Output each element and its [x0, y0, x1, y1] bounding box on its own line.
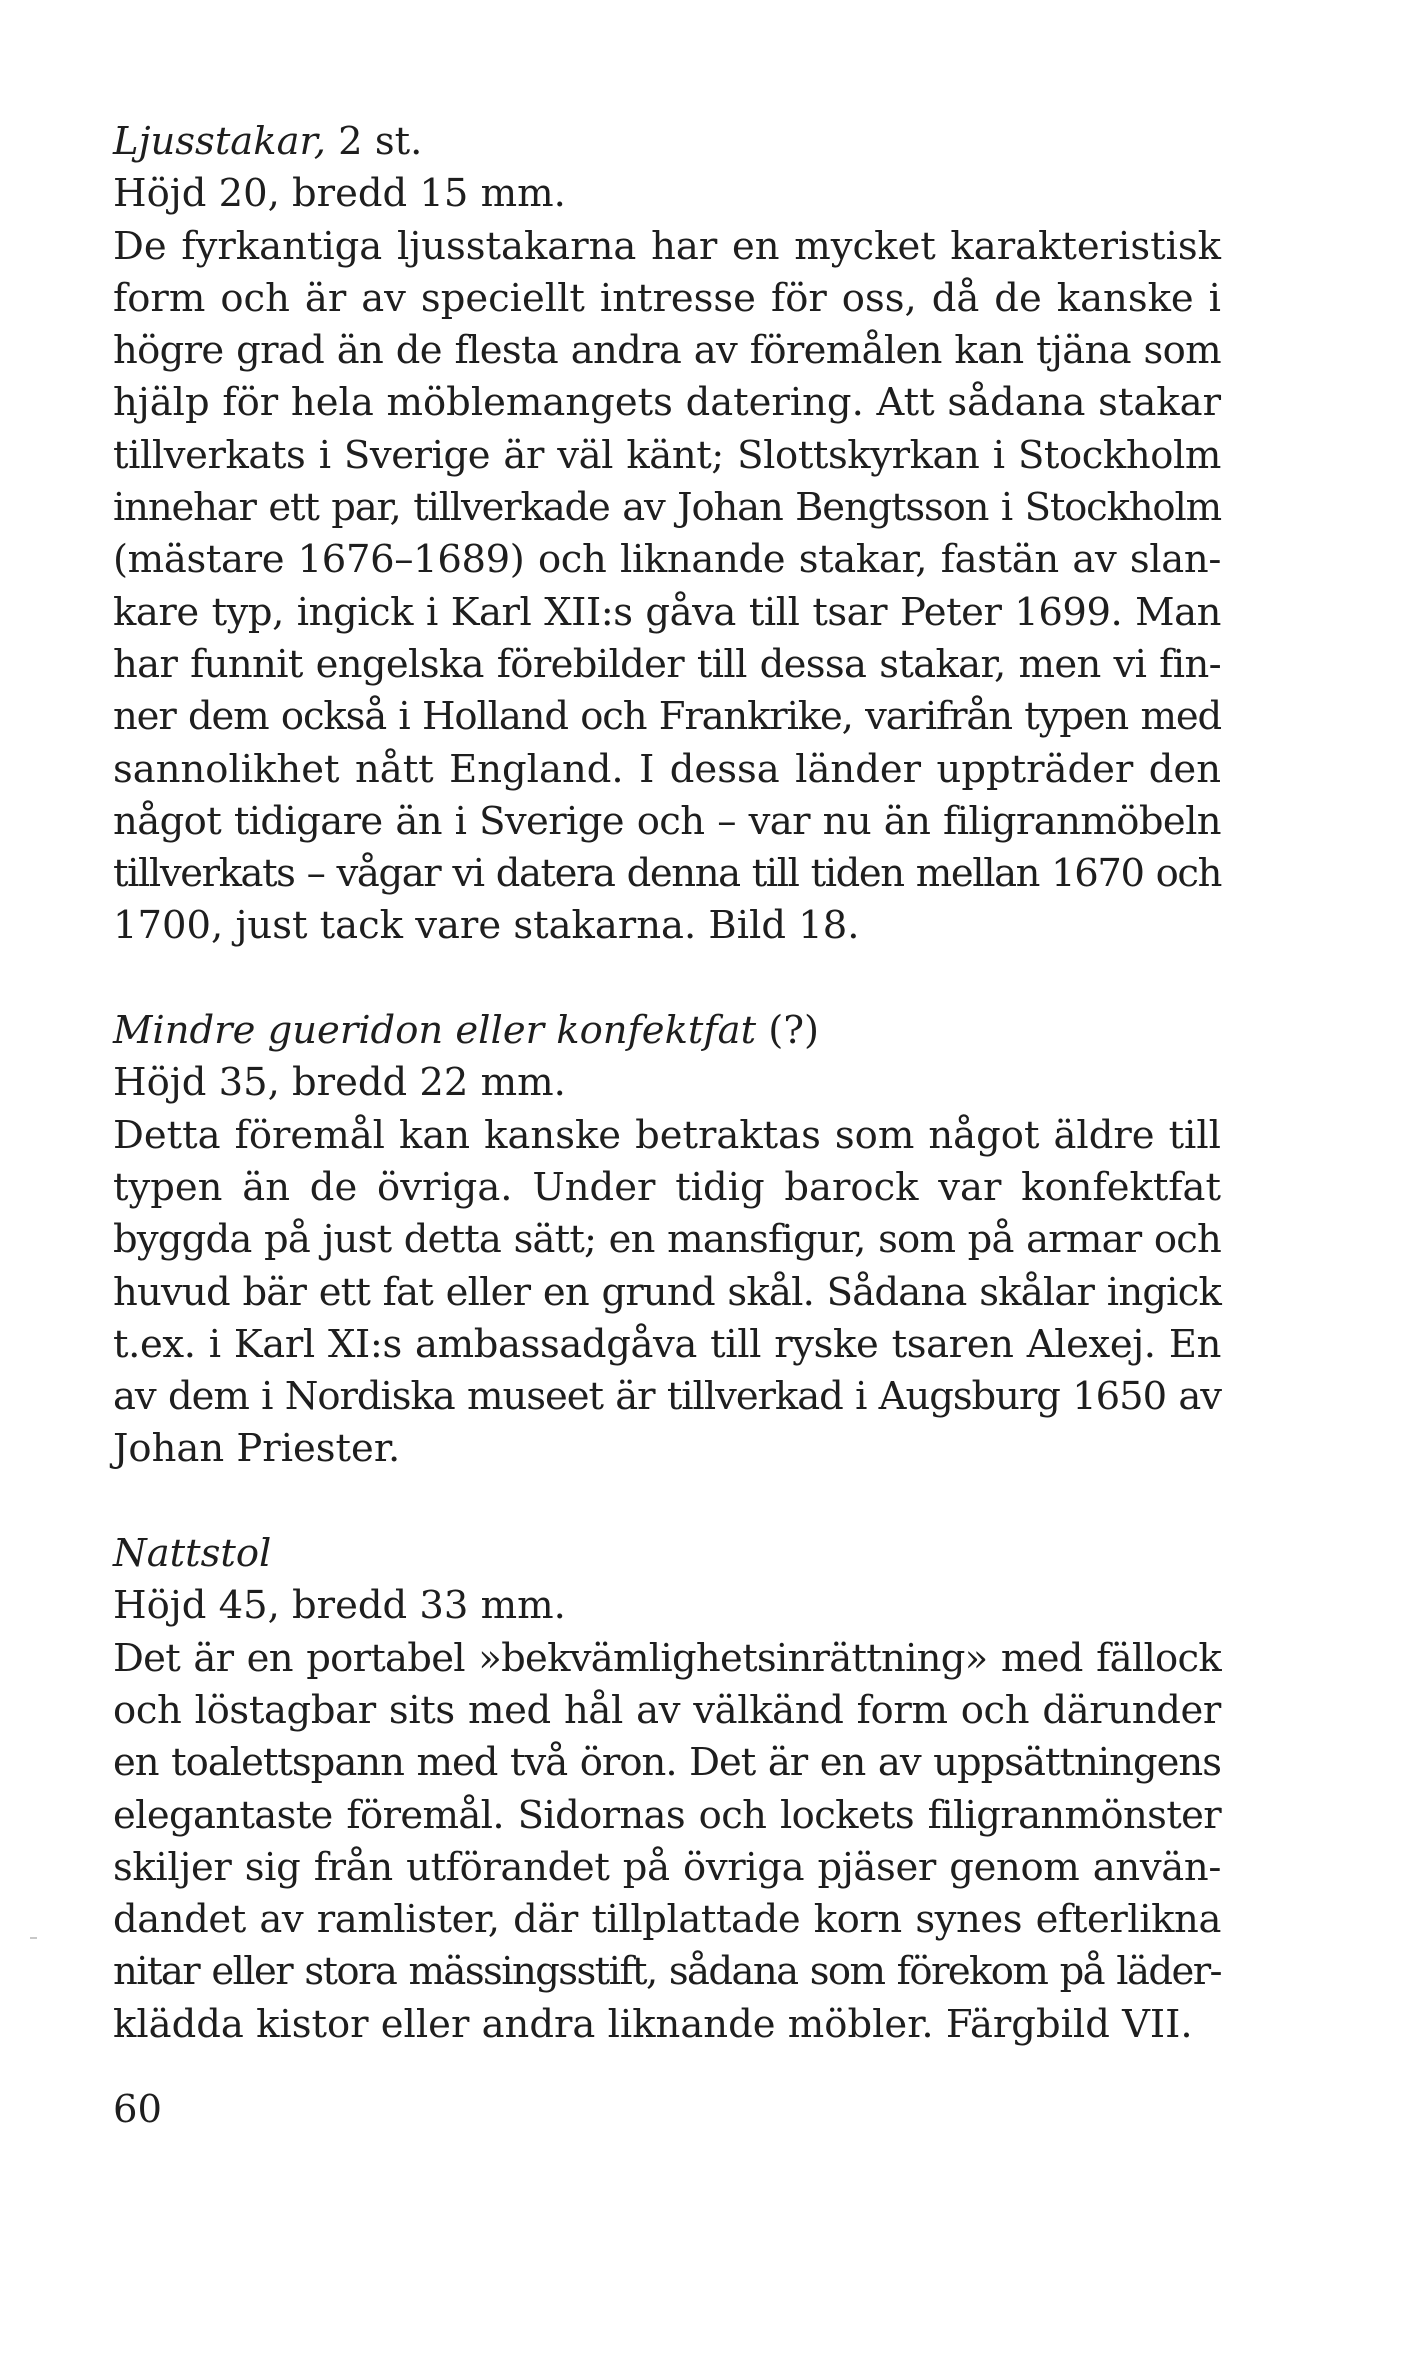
section-gueridon [113, 1005, 1221, 1476]
page-number: 60 [113, 2087, 162, 2132]
section-title [113, 1528, 1221, 1580]
section-title [113, 116, 1221, 168]
body-line: elegantaste föremål. Sidornas och lockets filigranmönster [113, 1792, 1221, 1838]
dimensions: Höjd 35, bredd 22 mm. [113, 1060, 566, 1106]
body-line: tillverkats i Sverige är väl känt; Slottskyrkan i Stockholm [113, 432, 1221, 478]
body-line: hjälp för hela möblemangets datering. Att sådana stakar [113, 380, 1221, 426]
body-line: Detta föremål kan kanske betraktas som något äldre till [113, 1112, 1221, 1158]
body-line: innehar ett par, tillverkade av Johan Bengtsson i Stockholm [113, 485, 1221, 531]
section-title-suffix: (?) [756, 1008, 819, 1054]
body-line: sannolikhet nått England. I dessa länder uppträder den [113, 746, 1221, 792]
body-line: nitar eller stora mässingsstift, sådana som förekom på läder- [113, 1949, 1221, 1995]
section-ljusstakar [113, 116, 1221, 953]
body-line: kare typ, ingick i Karl XII:s gåva till tsar Peter 1699. Man [113, 589, 1221, 635]
body-line: t.ex. i Karl XI:s ambassadgåva till ryske tsaren Alexej. En [113, 1321, 1221, 1367]
section-title-text: Ljusstakar, [113, 119, 326, 164]
body-line: De fyrkantiga ljusstakarna har en mycket karakteristisk [113, 223, 1221, 269]
body-line: Johan Priester. [113, 1426, 401, 1472]
page-body [113, 116, 1221, 2051]
body-line: har funnit engelska förebilder till dessa stakar, men vi fin- [113, 641, 1221, 687]
body-line: byggda på just detta sätt; en mansfigur, som på armar och [113, 1217, 1221, 1263]
dimensions: Höjd 20, bredd 15 mm. [113, 171, 566, 217]
body-line: en toalettspann med två öron. Det är en av uppsättningens [113, 1740, 1221, 1786]
body-line: skiljer sig från utförandet på övriga pjäser genom använ- [113, 1844, 1221, 1890]
scan-speck [30, 1937, 37, 1939]
section-gap [113, 1476, 1221, 1528]
dimensions: Höjd 45, bredd 33 mm. [113, 1583, 566, 1629]
body-line: högre grad än de flesta andra av föremålen kan tjäna som [113, 328, 1221, 374]
body-line: klädda kistor eller andra liknande möbler. Färgbild VII. [113, 2001, 1193, 2047]
body-line: något tidigare än i Sverige och – var nu än filigranmöbeln [113, 798, 1221, 844]
body-line: (mästare 1676–1689) och liknande stakar, fastän av slan- [113, 537, 1221, 583]
section-title [113, 1005, 1221, 1057]
body-line: dandet av ramlister, där tillplattade korn synes efterlikna [113, 1897, 1221, 1943]
section-gap [113, 953, 1221, 1005]
body-line: ner dem också i Holland och Frankrike, varifrån typen med [113, 694, 1221, 740]
section-title-text: Mindre gueridon eller konfektfat [113, 1008, 757, 1054]
body-line: och löstagbar sits med hål av välkänd form och därunder [113, 1687, 1221, 1733]
body-line: 1700, just tack vare stakarna. Bild 18. [113, 903, 860, 949]
body-line: form och är av speciellt intresse för oss, då de kanske i [113, 275, 1221, 321]
body-line: huvud bär ett fat eller en grund skål. Sådana skålar ingick [113, 1269, 1221, 1315]
body-line: Det är en portabel »bekvämlighetsinrättning» med fällock [113, 1635, 1221, 1681]
body-line: av dem i Nordiska museet är tillverkad i Augsburg 1650 av [113, 1374, 1221, 1420]
body-line: tillverkats – vågar vi datera denna till tiden mellan 1670 och [113, 851, 1221, 897]
body-line: typen än de övriga. Under tidig barock var konfektfat [113, 1164, 1221, 1210]
section-title-text: Nattstol [113, 1531, 272, 1577]
section-title-suffix: 2 st. [325, 119, 423, 164]
section-nattstol [113, 1528, 1221, 2051]
